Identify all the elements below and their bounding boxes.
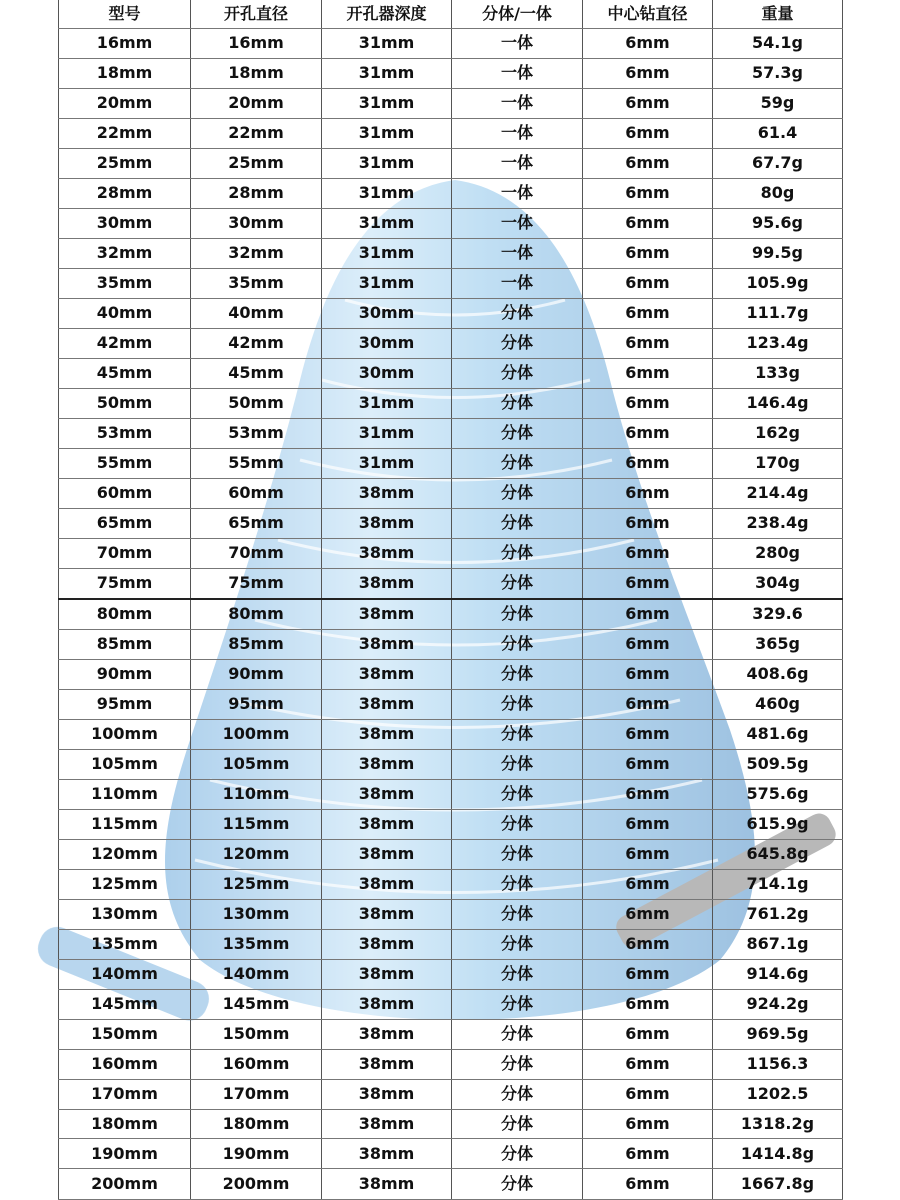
model-cell: 160mm [59,1049,191,1079]
header-cutter-depth: 开孔器深度 [322,0,452,29]
pilot-drill-diameter-cell: 6mm [583,418,713,448]
table-row [59,959,843,989]
cutter-depth-cell: 38mm [322,749,452,779]
pilot-drill-diameter-cell: 6mm [583,1049,713,1079]
hole-diameter-cell: 42mm [191,328,322,358]
hole-diameter-cell: 60mm [191,478,322,508]
hole-diameter-cell: 150mm [191,1019,322,1049]
model-cell: 20mm [59,88,191,118]
weight-cell: 80g [713,178,843,208]
split-or-integral-cell: 一体 [452,238,583,268]
hole-diameter-cell: 85mm [191,629,322,659]
hole-diameter-cell: 105mm [191,749,322,779]
hole-saw-spec-table [58,0,843,1200]
table-row [59,29,843,59]
table-row [59,328,843,358]
weight-cell: 1667.8g [713,1169,843,1200]
hole-diameter-cell: 180mm [191,1109,322,1139]
cutter-depth-cell: 38mm [322,478,452,508]
table-row [59,208,843,238]
model-cell: 125mm [59,869,191,899]
split-or-integral-cell: 一体 [452,118,583,148]
model-cell: 85mm [59,629,191,659]
split-or-integral-cell: 分体 [452,478,583,508]
table-row [59,1019,843,1049]
hole-diameter-cell: 45mm [191,358,322,388]
table-row [59,899,843,929]
weight-cell: 714.1g [713,869,843,899]
header-hole-diameter: 开孔直径 [191,0,322,29]
split-or-integral-cell: 分体 [452,298,583,328]
split-or-integral-cell: 分体 [452,1139,583,1169]
pilot-drill-diameter-cell: 6mm [583,779,713,809]
model-cell: 18mm [59,58,191,88]
pilot-drill-diameter-cell: 6mm [583,178,713,208]
cutter-depth-cell: 30mm [322,328,452,358]
model-cell: 90mm [59,659,191,689]
model-cell: 40mm [59,298,191,328]
hole-diameter-cell: 50mm [191,388,322,418]
split-or-integral-cell: 分体 [452,328,583,358]
hole-diameter-cell: 28mm [191,178,322,208]
cutter-depth-cell: 31mm [322,238,452,268]
hole-diameter-cell: 18mm [191,58,322,88]
split-or-integral-cell: 一体 [452,29,583,59]
table-row [59,358,843,388]
split-or-integral-cell: 分体 [452,869,583,899]
pilot-drill-diameter-cell: 6mm [583,208,713,238]
table-row [59,118,843,148]
model-cell: 80mm [59,599,191,630]
pilot-drill-diameter-cell: 6mm [583,448,713,478]
weight-cell: 509.5g [713,749,843,779]
split-or-integral-cell: 分体 [452,538,583,568]
table-row [59,719,843,749]
header-pilot-drill-diameter: 中心钻直径 [583,0,713,29]
model-cell: 170mm [59,1079,191,1109]
pilot-drill-diameter-cell: 6mm [583,929,713,959]
pilot-drill-diameter-cell: 6mm [583,298,713,328]
table-row [59,1169,843,1200]
model-cell: 60mm [59,478,191,508]
pilot-drill-diameter-cell: 6mm [583,29,713,59]
table-row [59,268,843,298]
cutter-depth-cell: 38mm [322,1049,452,1079]
hole-diameter-cell: 100mm [191,719,322,749]
split-or-integral-cell: 一体 [452,58,583,88]
model-cell: 45mm [59,358,191,388]
hole-diameter-cell: 22mm [191,118,322,148]
pilot-drill-diameter-cell: 6mm [583,1079,713,1109]
hole-diameter-cell: 200mm [191,1169,322,1200]
pilot-drill-diameter-cell: 6mm [583,118,713,148]
model-cell: 53mm [59,418,191,448]
hole-diameter-cell: 90mm [191,659,322,689]
pilot-drill-diameter-cell: 6mm [583,358,713,388]
split-or-integral-cell: 分体 [452,959,583,989]
pilot-drill-diameter-cell: 6mm [583,899,713,929]
table-row [59,1139,843,1169]
table-row [59,599,843,630]
split-or-integral-cell: 一体 [452,178,583,208]
split-or-integral-cell: 一体 [452,268,583,298]
table-row [59,58,843,88]
weight-cell: 61.4 [713,118,843,148]
table-header-row [59,0,843,29]
pilot-drill-diameter-cell: 6mm [583,1139,713,1169]
weight-cell: 162g [713,418,843,448]
model-cell: 25mm [59,148,191,178]
weight-cell: 133g [713,358,843,388]
cutter-depth-cell: 31mm [322,58,452,88]
split-or-integral-cell: 分体 [452,989,583,1019]
hole-diameter-cell: 135mm [191,929,322,959]
table-row [59,779,843,809]
weight-cell: 408.6g [713,659,843,689]
split-or-integral-cell: 分体 [452,899,583,929]
weight-cell: 460g [713,689,843,719]
hole-diameter-cell: 130mm [191,899,322,929]
hole-diameter-cell: 120mm [191,839,322,869]
split-or-integral-cell: 分体 [452,599,583,630]
weight-cell: 761.2g [713,899,843,929]
split-or-integral-cell: 分体 [452,659,583,689]
weight-cell: 481.6g [713,719,843,749]
hole-diameter-cell: 110mm [191,779,322,809]
hole-diameter-cell: 35mm [191,268,322,298]
cutter-depth-cell: 38mm [322,538,452,568]
table-row [59,1049,843,1079]
pilot-drill-diameter-cell: 6mm [583,989,713,1019]
cutter-depth-cell: 38mm [322,989,452,1019]
hole-diameter-cell: 125mm [191,869,322,899]
model-cell: 35mm [59,268,191,298]
table-body [59,29,843,1200]
cutter-depth-cell: 38mm [322,1019,452,1049]
weight-cell: 214.4g [713,478,843,508]
model-cell: 95mm [59,689,191,719]
model-cell: 28mm [59,178,191,208]
cutter-depth-cell: 31mm [322,268,452,298]
model-cell: 30mm [59,208,191,238]
cutter-depth-cell: 31mm [322,148,452,178]
split-or-integral-cell: 分体 [452,1049,583,1079]
weight-cell: 1414.8g [713,1139,843,1169]
model-cell: 70mm [59,538,191,568]
header-split-or-integral: 分体/一体 [452,0,583,29]
pilot-drill-diameter-cell: 6mm [583,659,713,689]
pilot-drill-diameter-cell: 6mm [583,538,713,568]
pilot-drill-diameter-cell: 6mm [583,268,713,298]
cutter-depth-cell: 31mm [322,29,452,59]
table-row [59,508,843,538]
weight-cell: 1156.3 [713,1049,843,1079]
weight-cell: 111.7g [713,298,843,328]
cutter-depth-cell: 38mm [322,899,452,929]
table-row [59,448,843,478]
pilot-drill-diameter-cell: 6mm [583,599,713,630]
pilot-drill-diameter-cell: 6mm [583,1169,713,1200]
hole-diameter-cell: 160mm [191,1049,322,1079]
split-or-integral-cell: 分体 [452,1109,583,1139]
pilot-drill-diameter-cell: 6mm [583,478,713,508]
table-row [59,989,843,1019]
model-cell: 110mm [59,779,191,809]
hole-diameter-cell: 190mm [191,1139,322,1169]
model-cell: 75mm [59,568,191,599]
split-or-integral-cell: 分体 [452,719,583,749]
model-cell: 180mm [59,1109,191,1139]
model-cell: 22mm [59,118,191,148]
hole-diameter-cell: 20mm [191,88,322,118]
table-row [59,178,843,208]
split-or-integral-cell: 一体 [452,88,583,118]
weight-cell: 146.4g [713,388,843,418]
pilot-drill-diameter-cell: 6mm [583,629,713,659]
hole-diameter-cell: 145mm [191,989,322,1019]
model-cell: 42mm [59,328,191,358]
cutter-depth-cell: 38mm [322,599,452,630]
pilot-drill-diameter-cell: 6mm [583,58,713,88]
pilot-drill-diameter-cell: 6mm [583,328,713,358]
weight-cell: 329.6 [713,599,843,630]
model-cell: 32mm [59,238,191,268]
hole-diameter-cell: 70mm [191,538,322,568]
cutter-depth-cell: 38mm [322,689,452,719]
table-row [59,809,843,839]
model-cell: 140mm [59,959,191,989]
cutter-depth-cell: 38mm [322,839,452,869]
model-cell: 190mm [59,1139,191,1169]
pilot-drill-diameter-cell: 6mm [583,148,713,178]
split-or-integral-cell: 分体 [452,1079,583,1109]
model-cell: 130mm [59,899,191,929]
split-or-integral-cell: 一体 [452,148,583,178]
cutter-depth-cell: 38mm [322,508,452,538]
cutter-depth-cell: 38mm [322,779,452,809]
split-or-integral-cell: 分体 [452,418,583,448]
pilot-drill-diameter-cell: 6mm [583,689,713,719]
cutter-depth-cell: 30mm [322,298,452,328]
weight-cell: 365g [713,629,843,659]
weight-cell: 280g [713,538,843,568]
hole-diameter-cell: 32mm [191,238,322,268]
model-cell: 115mm [59,809,191,839]
weight-cell: 95.6g [713,208,843,238]
pilot-drill-diameter-cell: 6mm [583,88,713,118]
split-or-integral-cell: 分体 [452,629,583,659]
cutter-depth-cell: 38mm [322,568,452,599]
table-row [59,478,843,508]
pilot-drill-diameter-cell: 6mm [583,719,713,749]
pilot-drill-diameter-cell: 6mm [583,959,713,989]
pilot-drill-diameter-cell: 6mm [583,508,713,538]
split-or-integral-cell: 分体 [452,388,583,418]
cutter-depth-cell: 38mm [322,1139,452,1169]
table-row [59,689,843,719]
weight-cell: 1202.5 [713,1079,843,1109]
hole-diameter-cell: 170mm [191,1079,322,1109]
cutter-depth-cell: 30mm [322,358,452,388]
cutter-depth-cell: 38mm [322,1169,452,1200]
cutter-depth-cell: 31mm [322,118,452,148]
pilot-drill-diameter-cell: 6mm [583,1109,713,1139]
table-row [59,298,843,328]
model-cell: 120mm [59,839,191,869]
weight-cell: 123.4g [713,328,843,358]
table-row [59,659,843,689]
cutter-depth-cell: 38mm [322,809,452,839]
weight-cell: 867.1g [713,929,843,959]
hole-diameter-cell: 55mm [191,448,322,478]
weight-cell: 238.4g [713,508,843,538]
hole-diameter-cell: 65mm [191,508,322,538]
model-cell: 200mm [59,1169,191,1200]
hole-diameter-cell: 80mm [191,599,322,630]
model-cell: 105mm [59,749,191,779]
split-or-integral-cell: 分体 [452,839,583,869]
pilot-drill-diameter-cell: 6mm [583,1019,713,1049]
weight-cell: 924.2g [713,989,843,1019]
split-or-integral-cell: 分体 [452,448,583,478]
split-or-integral-cell: 分体 [452,749,583,779]
weight-cell: 914.6g [713,959,843,989]
table-row [59,538,843,568]
table-row [59,388,843,418]
cutter-depth-cell: 31mm [322,178,452,208]
table-row [59,839,843,869]
model-cell: 100mm [59,719,191,749]
split-or-integral-cell: 分体 [452,568,583,599]
pilot-drill-diameter-cell: 6mm [583,238,713,268]
hole-diameter-cell: 25mm [191,148,322,178]
hole-diameter-cell: 75mm [191,568,322,599]
table-row [59,629,843,659]
hole-diameter-cell: 95mm [191,689,322,719]
model-cell: 150mm [59,1019,191,1049]
cutter-depth-cell: 31mm [322,448,452,478]
weight-cell: 105.9g [713,268,843,298]
table-row [59,1079,843,1109]
cutter-depth-cell: 38mm [322,659,452,689]
cutter-depth-cell: 31mm [322,388,452,418]
split-or-integral-cell: 一体 [452,208,583,238]
weight-cell: 54.1g [713,29,843,59]
split-or-integral-cell: 分体 [452,508,583,538]
weight-cell: 615.9g [713,809,843,839]
pilot-drill-diameter-cell: 6mm [583,749,713,779]
weight-cell: 969.5g [713,1019,843,1049]
cutter-depth-cell: 38mm [322,869,452,899]
model-cell: 16mm [59,29,191,59]
split-or-integral-cell: 分体 [452,358,583,388]
pilot-drill-diameter-cell: 6mm [583,869,713,899]
cutter-depth-cell: 38mm [322,959,452,989]
pilot-drill-diameter-cell: 6mm [583,839,713,869]
hole-diameter-cell: 16mm [191,29,322,59]
table-row [59,929,843,959]
weight-cell: 170g [713,448,843,478]
split-or-integral-cell: 分体 [452,1019,583,1049]
pilot-drill-diameter-cell: 6mm [583,809,713,839]
cutter-depth-cell: 31mm [322,88,452,118]
model-cell: 55mm [59,448,191,478]
table-row [59,749,843,779]
weight-cell: 99.5g [713,238,843,268]
hole-diameter-cell: 30mm [191,208,322,238]
table-row [59,238,843,268]
weight-cell: 67.7g [713,148,843,178]
model-cell: 135mm [59,929,191,959]
split-or-integral-cell: 分体 [452,689,583,719]
cutter-depth-cell: 31mm [322,418,452,448]
table-row [59,1109,843,1139]
hole-diameter-cell: 140mm [191,959,322,989]
cutter-depth-cell: 38mm [322,929,452,959]
header-weight: 重量 [713,0,843,29]
cutter-depth-cell: 31mm [322,208,452,238]
weight-cell: 645.8g [713,839,843,869]
model-cell: 50mm [59,388,191,418]
cutter-depth-cell: 38mm [322,1109,452,1139]
split-or-integral-cell: 分体 [452,809,583,839]
cutter-depth-cell: 38mm [322,719,452,749]
hole-diameter-cell: 53mm [191,418,322,448]
table-row [59,418,843,448]
hole-diameter-cell: 40mm [191,298,322,328]
weight-cell: 1318.2g [713,1109,843,1139]
table-row [59,568,843,599]
weight-cell: 57.3g [713,58,843,88]
split-or-integral-cell: 分体 [452,1169,583,1200]
header-model: 型号 [59,0,191,29]
cutter-depth-cell: 38mm [322,629,452,659]
table-row [59,88,843,118]
pilot-drill-diameter-cell: 6mm [583,388,713,418]
weight-cell: 59g [713,88,843,118]
cutter-depth-cell: 38mm [322,1079,452,1109]
model-cell: 145mm [59,989,191,1019]
table-row [59,148,843,178]
weight-cell: 304g [713,568,843,599]
split-or-integral-cell: 分体 [452,929,583,959]
weight-cell: 575.6g [713,779,843,809]
hole-diameter-cell: 115mm [191,809,322,839]
split-or-integral-cell: 分体 [452,779,583,809]
pilot-drill-diameter-cell: 6mm [583,568,713,599]
model-cell: 65mm [59,508,191,538]
table-row [59,869,843,899]
